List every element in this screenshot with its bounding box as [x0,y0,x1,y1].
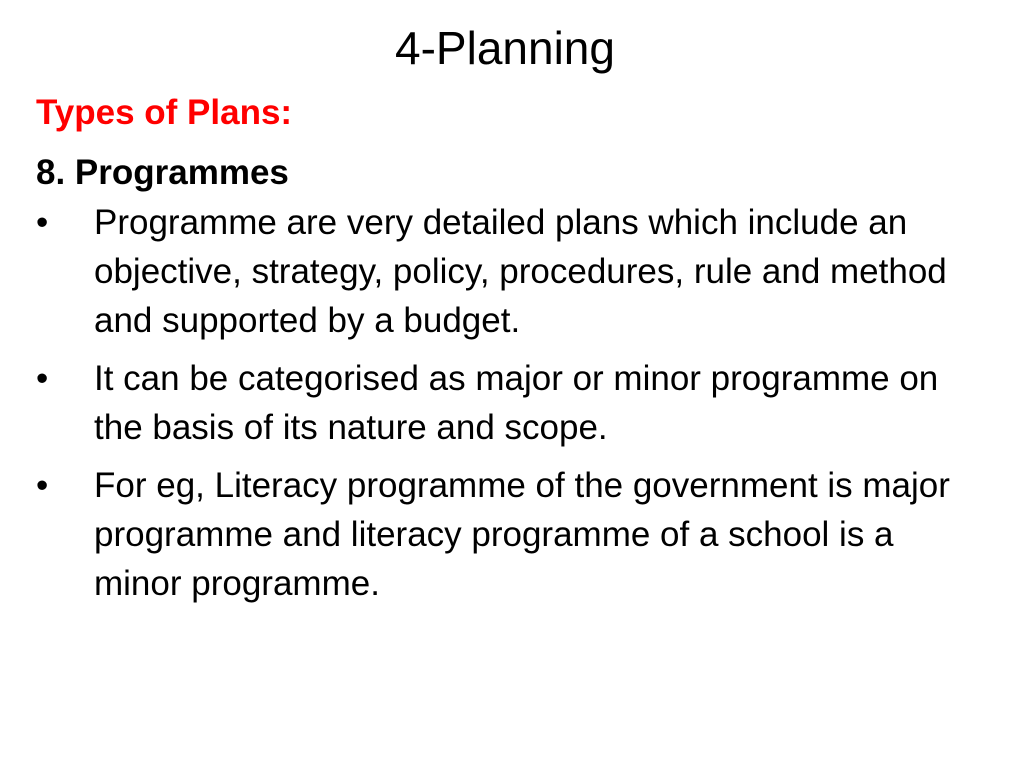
slide-content [36,88,986,617]
bullet-icon: • [36,359,49,398]
bullet-text: For eg, Literacy programme of the government is major programme and literacy programme of a school is a minor programme. [94,466,950,603]
bullet-text: Programme are very detailed plans which include an objective, strategy, policy, procedures, rule and method and supported by a budget. [94,203,947,340]
slide-title: 4-Planning [395,22,615,74]
bullet-text: It can be categorised as major or minor programme on the basis of its nature and scope. [94,359,939,447]
bullet-item [36,461,986,608]
bullet-item [36,198,986,345]
bullet-list [36,198,986,608]
bullet-item [36,354,986,452]
bullet-icon: • [36,203,49,242]
section-title: 8. Programmes [36,153,289,192]
subheading: Types of Plans: [36,93,293,132]
bullet-icon: • [36,466,49,505]
